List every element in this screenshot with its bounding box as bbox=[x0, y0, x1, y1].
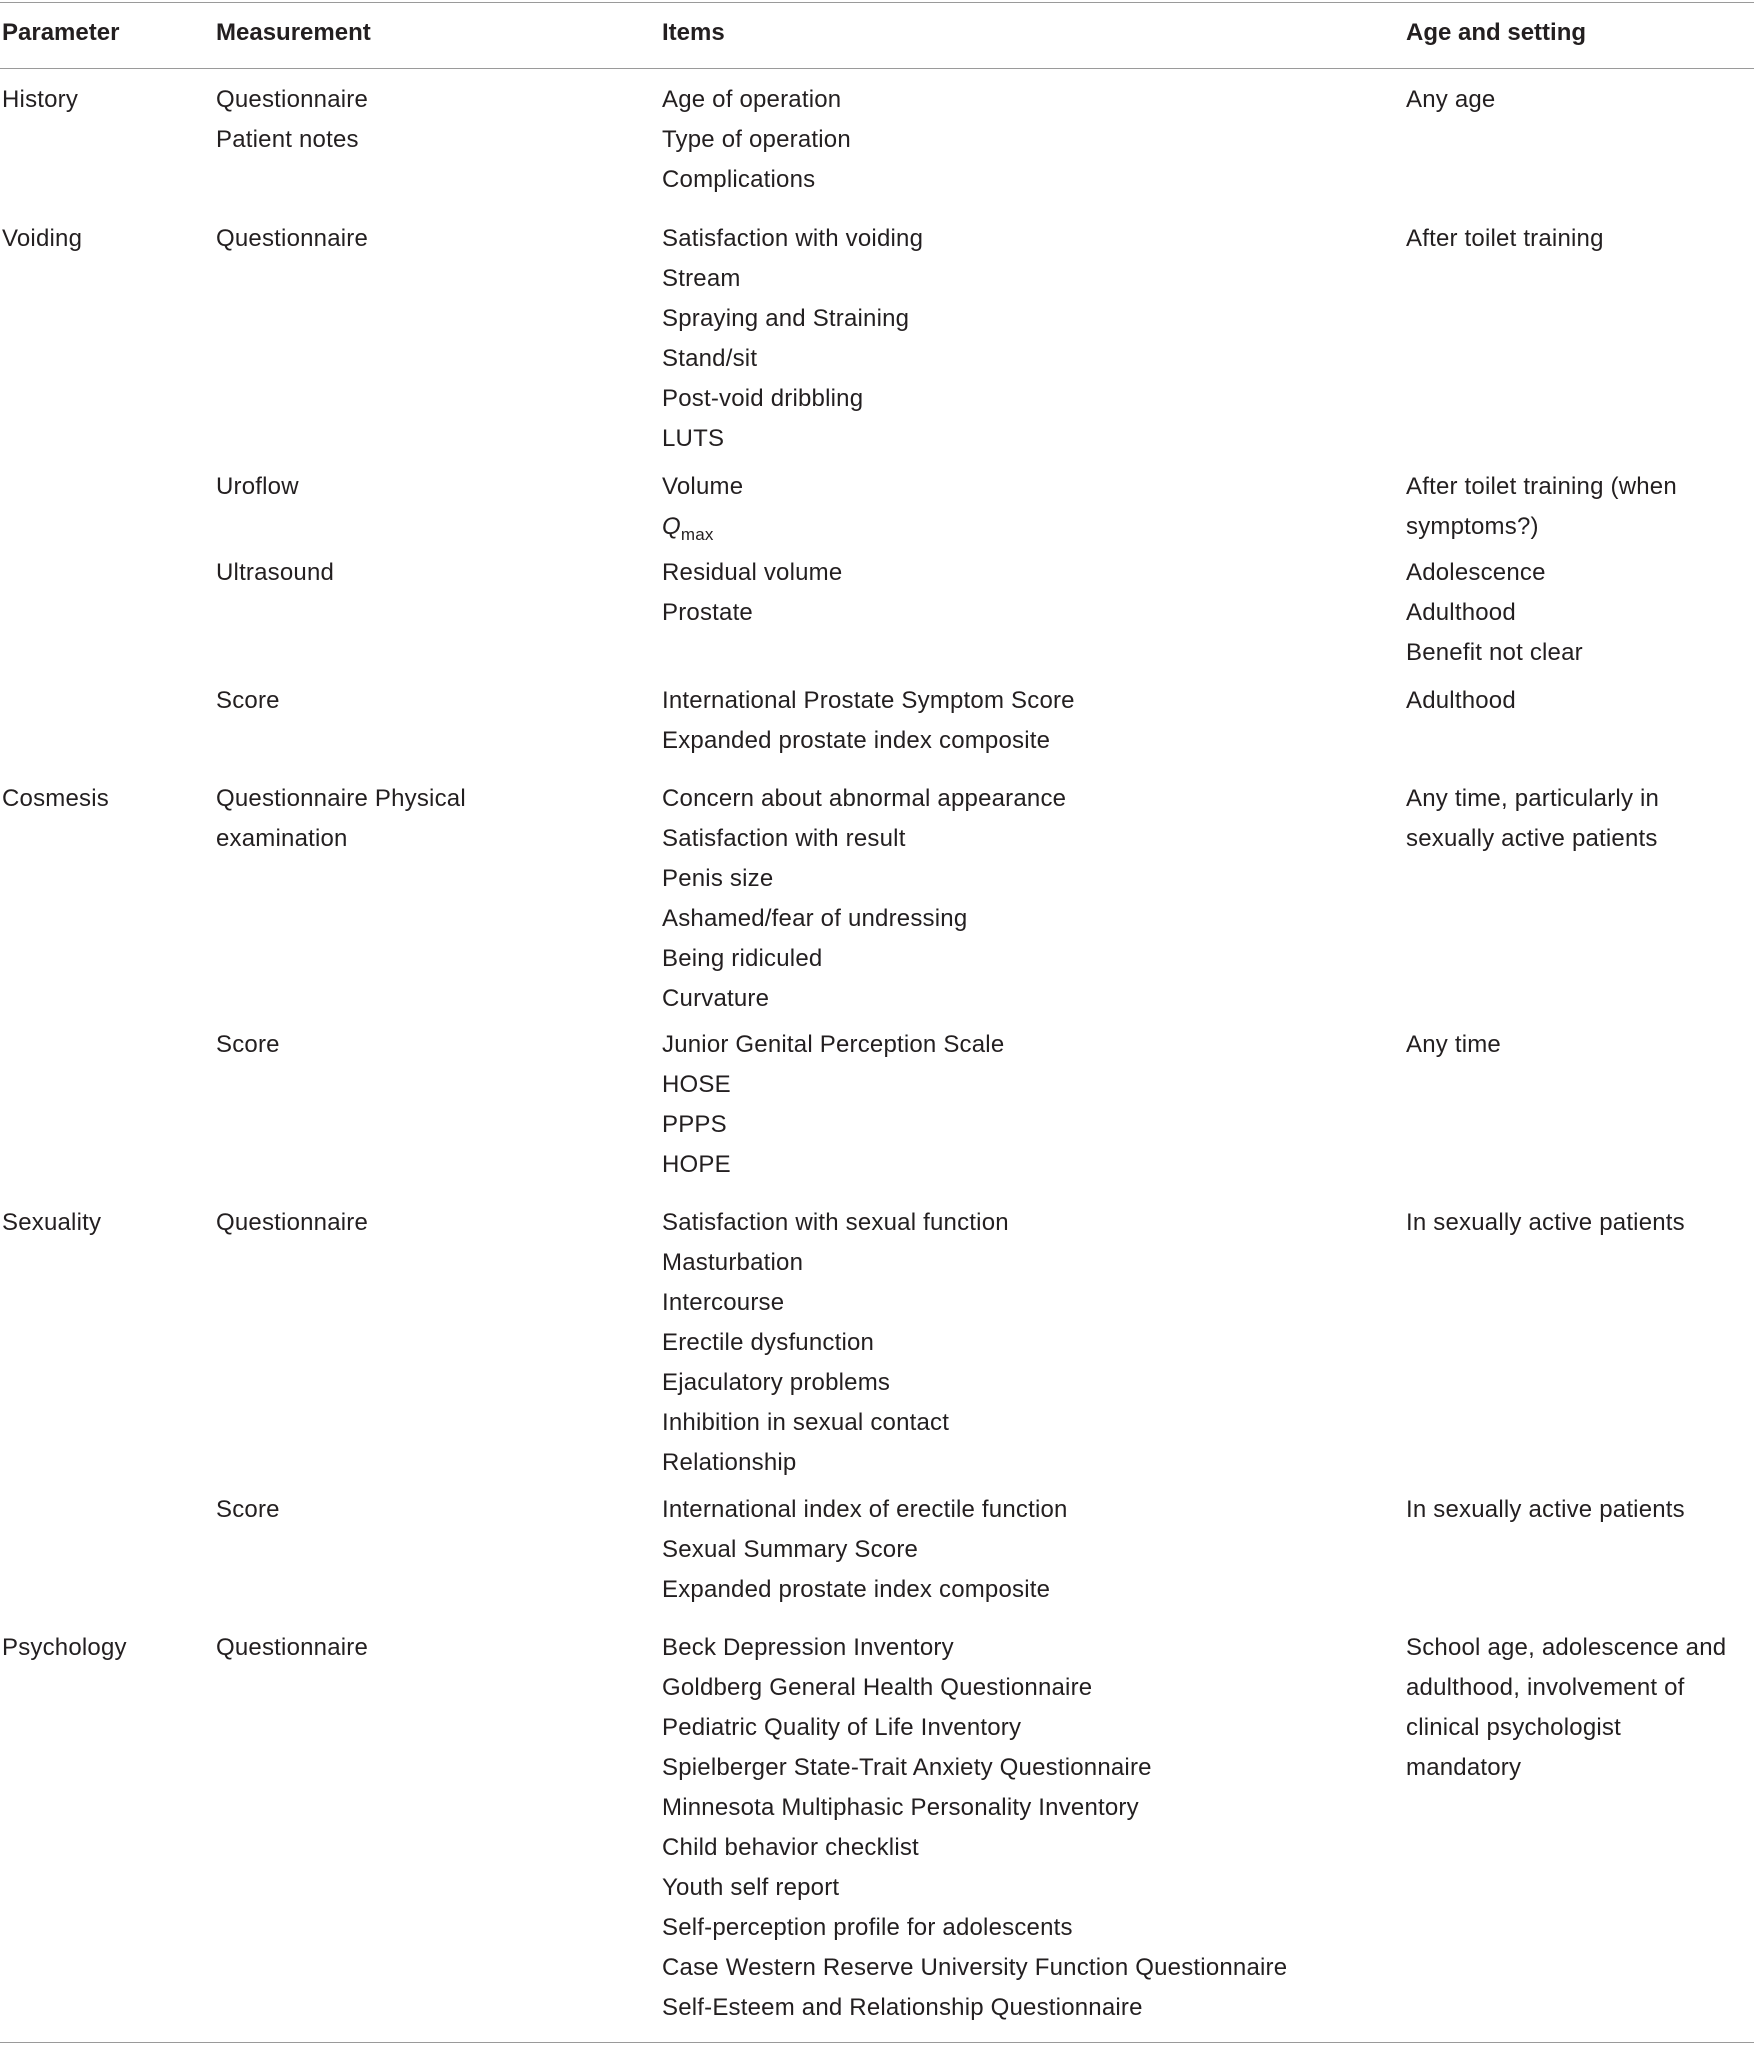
item-line: Minnesota Multiphasic Personality Inventory bbox=[662, 1794, 1139, 1821]
age-setting-line: Any time, particularly in bbox=[1406, 785, 1660, 812]
row-measurement bbox=[216, 1025, 280, 1065]
item-line: Stream bbox=[662, 265, 741, 292]
item-line: Sexual Summary Score bbox=[662, 1536, 919, 1563]
row-measurement bbox=[216, 553, 334, 593]
age-setting-line: clinical psychologist bbox=[1406, 1714, 1621, 1741]
item-line: Spraying and Straining bbox=[662, 305, 910, 332]
item-line: PPPS bbox=[662, 1111, 727, 1138]
item-line: Case Western Reserve University Function Questionnaire bbox=[662, 1954, 1288, 1981]
row-items bbox=[662, 1628, 1287, 2028]
item-line: Self-Esteem and Relationship Questionnaire bbox=[662, 1994, 1143, 2021]
row-parameter bbox=[2, 80, 78, 120]
age-setting-line: In sexually active patients bbox=[1406, 1209, 1685, 1236]
item-line: International index of erectile function bbox=[662, 1496, 1068, 1523]
item-line: Ashamed/fear of undressing bbox=[662, 905, 968, 932]
item-line: Stand/sit bbox=[662, 345, 758, 372]
measurement-line: Questionnaire Physical bbox=[216, 785, 466, 812]
row-measurement bbox=[216, 681, 280, 721]
item-line: Junior Genital Perception Scale bbox=[662, 1031, 1005, 1058]
row-age-setting bbox=[1406, 681, 1516, 721]
age-setting-line: After toilet training bbox=[1406, 225, 1604, 252]
header-age-setting: Age and setting bbox=[1406, 19, 1587, 46]
item-line: Penis size bbox=[662, 865, 774, 892]
measurement-line: Ultrasound bbox=[216, 559, 335, 586]
parameter-label: Voiding bbox=[2, 225, 83, 252]
item-line: Pediatric Quality of Life Inventory bbox=[662, 1714, 1022, 1741]
age-setting-line: adulthood, involvement of bbox=[1406, 1674, 1685, 1701]
qmax-symbol: Q bbox=[662, 513, 681, 540]
item-line: Concern about abnormal appearance bbox=[662, 785, 1067, 812]
measurement-line: Questionnaire bbox=[216, 1634, 369, 1661]
item-line: Erectile dysfunction bbox=[662, 1329, 875, 1356]
item-line: Volume bbox=[662, 473, 744, 500]
row-items bbox=[662, 467, 743, 555]
item-line: Ejaculatory problems bbox=[662, 1369, 891, 1396]
item-line: Residual volume bbox=[662, 559, 843, 586]
item-line: Youth self report bbox=[662, 1874, 840, 1901]
row-items bbox=[662, 553, 842, 633]
item-line: Curvature bbox=[662, 985, 770, 1012]
item-line: Relationship bbox=[662, 1449, 797, 1476]
measurement-line: Questionnaire bbox=[216, 225, 369, 252]
age-setting-line: mandatory bbox=[1406, 1754, 1522, 1781]
row-age-setting bbox=[1406, 553, 1583, 673]
row-age-setting bbox=[1406, 1203, 1685, 1243]
age-setting-line: Any time bbox=[1406, 1031, 1501, 1058]
item-line: Satisfaction with voiding bbox=[662, 225, 924, 252]
age-setting-line: Any age bbox=[1406, 86, 1496, 113]
row-parameter bbox=[2, 219, 82, 259]
age-setting-line: Adulthood bbox=[1406, 599, 1516, 626]
item-line: Spielberger State-Trait Anxiety Questionnaire bbox=[662, 1754, 1152, 1781]
age-setting-line: After toilet training (when bbox=[1406, 473, 1677, 500]
measurement-line: Score bbox=[216, 1496, 280, 1523]
row-parameter bbox=[2, 1628, 127, 1668]
item-line: International Prostate Symptom Score bbox=[662, 687, 1075, 714]
measurement-line: Patient notes bbox=[216, 126, 359, 153]
row-measurement bbox=[216, 1628, 368, 1668]
row-measurement bbox=[216, 779, 466, 859]
measurement-line: Questionnaire bbox=[216, 86, 369, 113]
row-items bbox=[662, 1203, 1009, 1483]
item-line: Beck Depression Inventory bbox=[662, 1634, 954, 1661]
item-line: HOPE bbox=[662, 1151, 731, 1178]
age-setting-line: sexually active patients bbox=[1406, 825, 1658, 852]
row-measurement bbox=[216, 467, 299, 507]
row-age-setting bbox=[1406, 1025, 1501, 1065]
item-line: Satisfaction with sexual function bbox=[662, 1209, 1009, 1236]
item-line: Expanded prostate index composite bbox=[662, 1576, 1051, 1603]
item-line: LUTS bbox=[662, 425, 725, 452]
table-bottom-rule bbox=[0, 2042, 1754, 2043]
age-setting-line: In sexually active patients bbox=[1406, 1496, 1685, 1523]
row-items bbox=[662, 1025, 1004, 1185]
item-line: Intercourse bbox=[662, 1289, 785, 1316]
measurement-line: Uroflow bbox=[216, 473, 299, 500]
measurement-line: Score bbox=[216, 687, 280, 714]
qmax-subscript: max bbox=[680, 525, 714, 544]
measurement-line: Questionnaire bbox=[216, 1209, 369, 1236]
row-measurement bbox=[216, 1490, 280, 1530]
age-setting-line: Benefit not clear bbox=[1406, 639, 1583, 666]
age-setting-line: Adulthood bbox=[1406, 687, 1516, 714]
item-line: Inhibition in sexual contact bbox=[662, 1409, 950, 1436]
row-age-setting bbox=[1406, 80, 1495, 120]
row-measurement bbox=[216, 1203, 368, 1243]
item-line-qmax bbox=[662, 507, 743, 555]
row-items bbox=[662, 219, 923, 459]
age-setting-line: School age, adolescence and bbox=[1406, 1634, 1727, 1661]
item-line: Self-perception profile for adolescents bbox=[662, 1914, 1073, 1941]
item-line: Post-void dribbling bbox=[662, 385, 864, 412]
item-line: Being ridiculed bbox=[662, 945, 823, 972]
row-age-setting bbox=[1406, 1490, 1685, 1530]
row-items bbox=[662, 80, 851, 200]
parameter-label: Sexuality bbox=[2, 1209, 102, 1236]
row-age-setting bbox=[1406, 779, 1659, 859]
age-setting-line: symptoms?) bbox=[1406, 513, 1539, 540]
row-items bbox=[662, 779, 1066, 1019]
measurement-line: examination bbox=[216, 825, 348, 852]
item-line: Expanded prostate index composite bbox=[662, 727, 1051, 754]
row-parameter bbox=[2, 779, 109, 819]
header-items: Items bbox=[662, 19, 725, 46]
row-parameter bbox=[2, 1203, 101, 1243]
parameter-label: History bbox=[2, 86, 79, 113]
item-line: Prostate bbox=[662, 599, 753, 626]
item-line: Child behavior checklist bbox=[662, 1834, 919, 1861]
item-line: HOSE bbox=[662, 1071, 731, 1098]
row-age-setting bbox=[1406, 219, 1604, 259]
item-line: Age of operation bbox=[662, 86, 842, 113]
header-measurement: Measurement bbox=[216, 19, 371, 46]
parameter-label: Psychology bbox=[2, 1634, 127, 1661]
row-age-setting bbox=[1406, 1628, 1726, 1788]
table-header-rule bbox=[0, 68, 1754, 69]
measurement-line: Score bbox=[216, 1031, 280, 1058]
table-top-rule bbox=[0, 2, 1754, 3]
item-line: Masturbation bbox=[662, 1249, 804, 1276]
header-parameter: Parameter bbox=[2, 19, 120, 46]
age-setting-line: Adolescence bbox=[1406, 559, 1546, 586]
item-line: Complications bbox=[662, 166, 816, 193]
parameter-label: Cosmesis bbox=[2, 785, 109, 812]
item-line: Satisfaction with result bbox=[662, 825, 906, 852]
row-items bbox=[662, 681, 1075, 761]
row-items bbox=[662, 1490, 1068, 1610]
row-age-setting bbox=[1406, 467, 1677, 547]
row-measurement bbox=[216, 219, 368, 259]
row-measurement bbox=[216, 80, 368, 160]
item-line: Type of operation bbox=[662, 126, 851, 153]
item-line: Goldberg General Health Questionnaire bbox=[662, 1674, 1093, 1701]
